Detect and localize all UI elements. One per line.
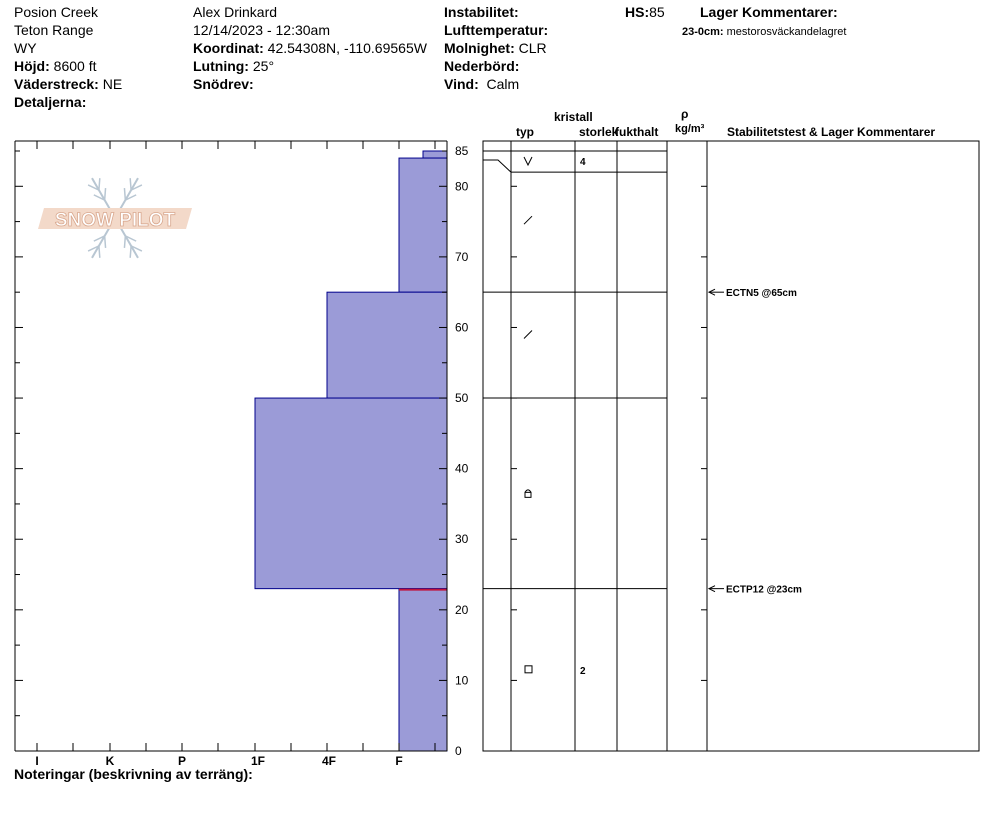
mixed-form-icon	[525, 492, 531, 497]
surface-hoar-icon	[524, 157, 532, 165]
snowflake-branch	[105, 188, 106, 200]
snowflake-branch	[130, 246, 131, 258]
type-header: typ	[516, 125, 534, 139]
decomposing-icon	[524, 216, 532, 224]
notes-label: Noteringar (beskrivning av terräng):	[14, 766, 253, 782]
location-name: Posion Creek	[14, 4, 99, 20]
y-tick-label: 70	[455, 249, 469, 264]
crystal-header: kristall	[554, 110, 593, 124]
hardness-label: F	[395, 754, 403, 768]
density-unit-header: kg/m³	[675, 123, 705, 135]
stability-test-label: ECTP12 @23cm	[726, 584, 802, 596]
hardness-layer	[399, 158, 447, 292]
wind-loading-label: Snödrev:	[193, 76, 254, 92]
wind-value: Calm	[486, 76, 520, 92]
depth-connector	[483, 160, 511, 172]
y-tick-label: 60	[455, 320, 469, 335]
hardness-label: K	[105, 754, 115, 768]
snowflake-branch	[105, 236, 106, 248]
slope-label: Lutning:	[193, 58, 249, 74]
grain-table	[483, 141, 979, 751]
grain-size-label: 2	[580, 665, 586, 677]
precip-label: Nederbörd:	[444, 58, 520, 74]
coordinates-value: 42.54308N, -110.69565W	[267, 40, 427, 56]
y-tick-label: 50	[455, 391, 469, 406]
layer-comment-text: mestorosväckandelagret	[726, 26, 847, 38]
decomposing-icon	[524, 331, 532, 339]
sky-value: CLR	[518, 40, 547, 56]
y-tick-label: 10	[455, 673, 469, 688]
air-temp-label: Lufttemperatur:	[444, 22, 549, 38]
y-tick-label: 85	[455, 144, 469, 158]
moisture-header: fukthalt	[615, 125, 659, 139]
y-tick-label: 30	[455, 532, 469, 547]
stability-header: Stabilitetstest & Lager Kommentarer	[727, 125, 936, 139]
hs-value: 85	[649, 4, 665, 20]
state-name: WY	[14, 40, 37, 56]
aspect-label: Väderstreck:	[14, 76, 99, 92]
stability-test-label: ECTN5 @65cm	[726, 288, 797, 300]
hs-label: HS:	[625, 4, 650, 20]
hardness-layer	[423, 151, 447, 158]
y-tick-label: 0	[455, 744, 462, 758]
layer-comment-depth: 23-0cm:	[682, 26, 724, 38]
faceted-icon	[525, 666, 532, 673]
range-name: Teton Range	[14, 22, 94, 38]
observer-name: Alex Drinkard	[193, 4, 278, 20]
hardness-layers	[255, 151, 447, 751]
logo-text: SNOW PILOT	[54, 210, 176, 231]
hardness-label: P	[177, 754, 187, 768]
hardness-layer	[399, 589, 447, 751]
elevation-label: Höjd:	[14, 58, 50, 74]
sky-label: Molnighet:	[444, 40, 515, 56]
snowpilot-logo	[38, 178, 192, 258]
y-tick-label: 20	[455, 602, 469, 617]
y-tick-label: 80	[455, 179, 469, 194]
hardness-label: 1F	[250, 754, 266, 768]
grain-size-label: 4	[580, 157, 586, 168]
slope-value: 25°	[252, 58, 275, 74]
coordinates-label: Koordinat:	[193, 40, 264, 56]
snowflake-branch	[124, 236, 125, 248]
snowflake-branch	[99, 178, 100, 190]
wind-label: Vind:	[444, 76, 479, 92]
snowflake-branch	[124, 188, 125, 200]
observation-datetime: 12/14/2023 - 12:30am	[193, 22, 330, 38]
hardness-layer	[255, 398, 447, 589]
snowflake-branch	[130, 178, 131, 190]
rho-header: ρ	[681, 107, 689, 121]
y-tick-label: 40	[455, 461, 469, 476]
size-header: storlek	[579, 125, 619, 139]
details-label: Detaljerna:	[14, 94, 87, 110]
hardness-label: 4F	[321, 754, 337, 768]
layer-comments-label: Lager Kommentarer:	[700, 4, 838, 20]
hardness-label: I	[35, 754, 39, 768]
hardness-layer	[327, 292, 447, 398]
table-border	[483, 141, 979, 751]
instability-label: Instabilitet:	[444, 4, 519, 20]
snowflake-branch	[99, 246, 100, 258]
elevation-value: 8600 ft	[53, 58, 97, 74]
aspect-value: NE	[102, 76, 123, 92]
